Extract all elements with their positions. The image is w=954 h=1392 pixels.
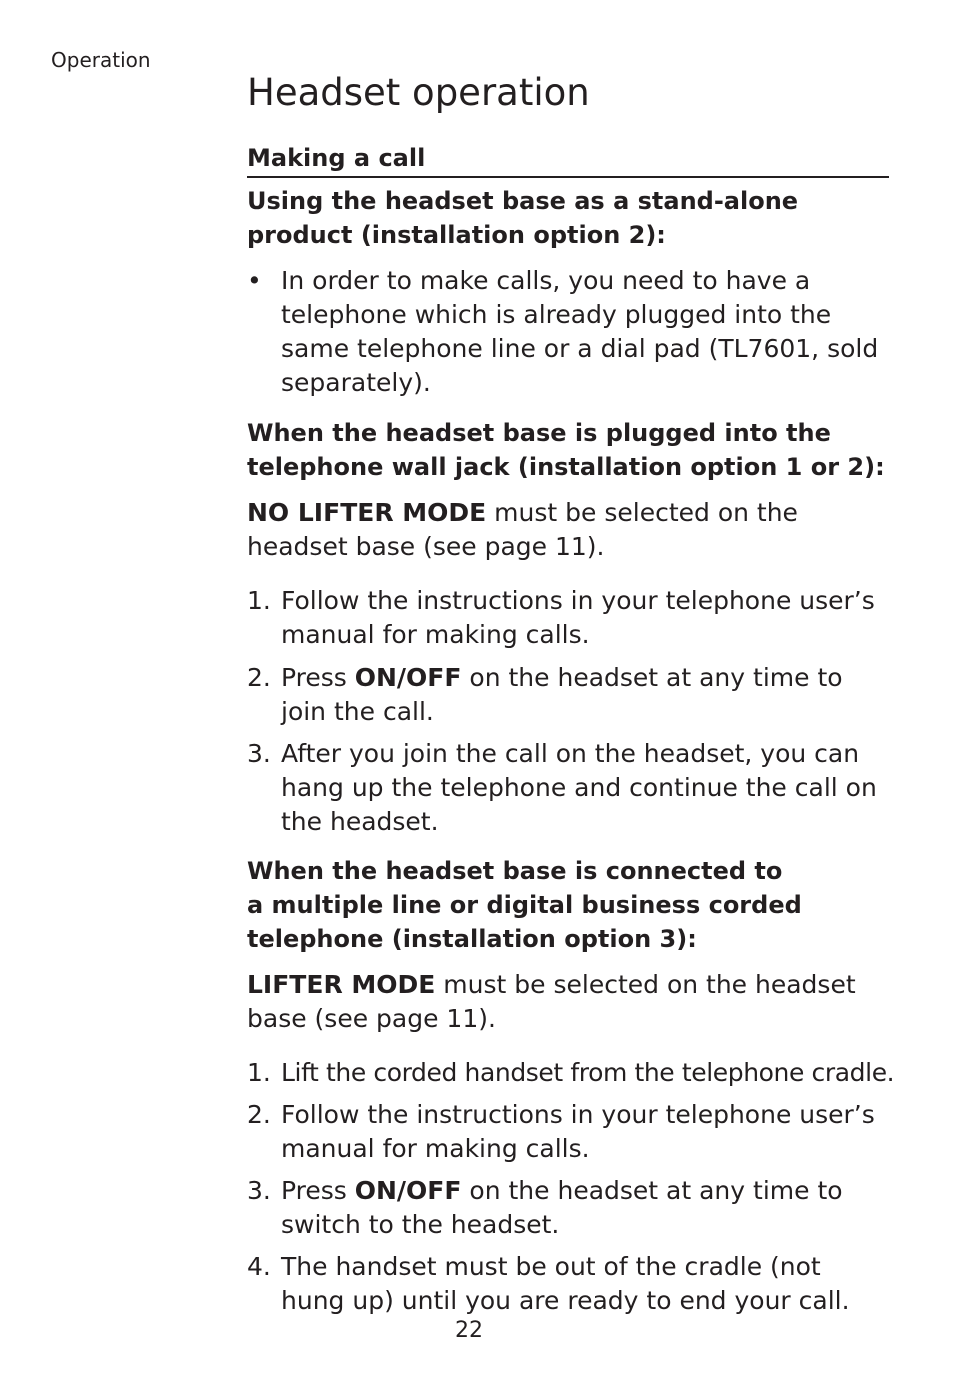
business-heading-line-2: a multiple line or digital business corded <box>247 891 802 919</box>
page-title: Headset operation <box>247 71 590 114</box>
step-number: 3. <box>247 739 271 768</box>
section-label: Operation <box>51 48 151 72</box>
standalone-heading <box>247 184 889 252</box>
step-text: After you join the call on the headset, you can hang up the telephone and continue the call on the headset. <box>281 739 877 836</box>
list-item <box>247 1098 889 1166</box>
step-number: 3. <box>247 1176 271 1205</box>
on-off-key-label: ON/OFF <box>354 663 462 692</box>
wall-jack-heading-line-1: When the headset base is plugged into the <box>247 419 831 447</box>
business-heading-line-1: When the headset base is connected to <box>247 857 783 885</box>
step-number: 2. <box>247 1100 271 1129</box>
wall-jack-steps <box>247 584 889 839</box>
step-text: Lift the corded handset from the telephone cradle. <box>281 1058 895 1087</box>
standalone-bullet-list <box>247 264 889 400</box>
wall-jack-heading <box>247 416 889 484</box>
list-item <box>247 584 889 652</box>
step-text: The handset must be out of the cradle (not hung up) until you are ready to end your call. <box>281 1252 850 1315</box>
mode-name: LIFTER MODE <box>247 970 436 999</box>
standalone-heading-line-1: Using the headset base as a stand-alone <box>247 187 799 215</box>
step-text-before: Press <box>281 663 355 692</box>
business-steps <box>247 1056 895 1318</box>
step-text <box>281 1176 843 1239</box>
page-content <box>247 141 895 1318</box>
page-number: 22 <box>455 1318 483 1343</box>
on-off-key-label: ON/OFF <box>354 1176 462 1205</box>
step-number: 1. <box>247 586 271 615</box>
step-text: Follow the instructions in your telephone user’s manual for making calls. <box>281 586 875 649</box>
making-a-call-heading: Making a call <box>247 141 889 178</box>
bullet-marker: • <box>247 266 262 295</box>
business-mode-note <box>247 968 889 1036</box>
step-text: Follow the instructions in your telephone user’s manual for making calls. <box>281 1100 875 1163</box>
business-phone-heading <box>247 854 889 956</box>
standalone-heading-line-2: product (installation option 2): <box>247 221 666 249</box>
mode-note-text: must be selected on the headset base (see page 11). <box>247 498 798 561</box>
step-text <box>281 663 843 726</box>
mode-name: NO LIFTER MODE <box>247 498 487 527</box>
bullet-text: In order to make calls, you need to have a telephone which is already plugged into the same telephone line or a dial pad (TL7601, sold separately). <box>281 266 879 397</box>
list-item <box>247 1174 889 1242</box>
list-item <box>247 1250 889 1318</box>
wall-jack-heading-line-2: telephone wall jack (installation option 1 or 2): <box>247 453 885 481</box>
list-item <box>247 1056 895 1090</box>
mode-note-text: must be selected on the headset base (see page 11). <box>247 970 856 1033</box>
step-text-before: Press <box>281 1176 355 1205</box>
business-heading-line-3: telephone (installation option 3): <box>247 925 697 953</box>
list-item <box>247 661 889 729</box>
step-number: 2. <box>247 663 271 692</box>
step-number: 4. <box>247 1252 271 1281</box>
list-item <box>247 264 889 400</box>
step-text-after: on the headset at any time to switch to the headset. <box>281 1176 843 1239</box>
list-item <box>247 737 889 839</box>
wall-jack-mode-note <box>247 496 889 564</box>
step-text-after: on the headset at any time to join the call. <box>281 663 843 726</box>
step-number: 1. <box>247 1058 271 1087</box>
